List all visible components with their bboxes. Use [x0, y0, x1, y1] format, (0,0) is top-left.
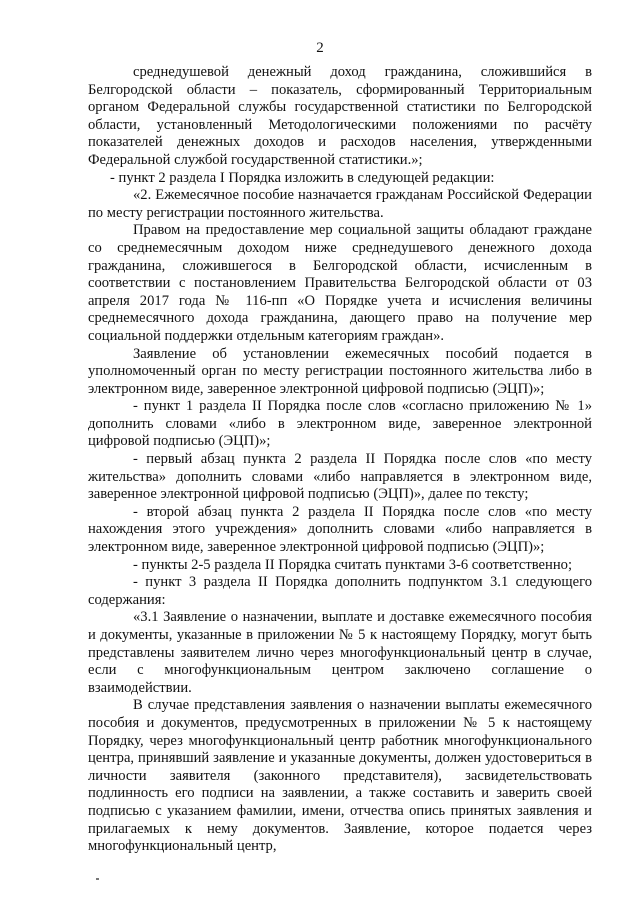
page-number: 2 — [316, 40, 324, 56]
paragraph-2: - пункт 2 раздела I Порядка изложить в следующей редакции: — [110, 169, 495, 186]
paragraph-8: - второй абзац пункта 2 раздела II Порядка после слов «по месту нахождения этого учреждения» дополнить словами «либо направляется в электронном виде, заверенное электронной цифровой подписью (ЭЦП)»; — [88, 503, 592, 556]
paragraph-3: «2. Ежемесячное пособие назначается гражданам Российской Федерации по месту регистрации постоянного жительства. — [88, 187, 592, 221]
document-body — [88, 64, 592, 856]
scan-speck — [96, 878, 99, 880]
paragraph-11: «3.1 Заявление о назначении, выплате и доставке ежемесячного пособия и документы, указанные в приложении № 5 к настоящему Порядку, могут быть представлены заявителем лично через многофункциональный центр в случае, если с многофункциональным центром заключено соглашение о взаимодействии. — [88, 609, 592, 696]
paragraph-4: Правом на предоставление мер социальной защиты обладают граждане со среднемесячным доходом ниже среднедушевого денежного дохода гражданина, сложившегося в Белгородской области, исчисленным в соответствии с постановлением Правительства Белгородской области от 03 апреля 2017 года № 116-пп «О Порядке учета и исчисления величины среднемесячного дохода гражданина, дающего право на получение мер социальной поддержки отдельным категориям граждан». — [88, 222, 592, 344]
paragraph-5: Заявление об установлении ежемесячных пособий подается в уполномоченный орган по месту регистрации постоянного жительства либо в электронном виде, заверенное электронной цифровой подписью (ЭЦП)»; — [88, 345, 592, 397]
paragraph-10: - пункт 3 раздела II Порядка дополнить подпунктом 3.1 следующего содержания: — [88, 574, 592, 608]
paragraph-12: В случае представления заявления о назначении выплаты ежемесячного пособия и документов, предусмотренных в приложении № 5 к настоящему Порядку, через многофункциональный центр работник многофункционального центра, принявший заявление и указанные документы, должен удостовериться в личности заявителя (законного представителя), засвидетельствовать подлинность его подписи на заявлении, а также составить и заверить своей подписью с указанием фамилии, имени, отчества опись принятых заявления и прилагаемых к нему документов. Заявление, которое подается через многофункциональный центр, — [88, 697, 592, 855]
paragraph-7: - первый абзац пункта 2 раздела II Порядка после слов «по месту жительства» дополнить словами «либо направляется в электронном виде, заверенное электронной цифровой подписью (ЭЦП)», далее по тексту; — [88, 451, 592, 503]
paragraph-6: - пункт 1 раздела II Порядка после слов «согласно приложению № 1» дополнить словами «либо в электронном виде, заверенное электронной цифровой подписью (ЭЦП)»; — [88, 398, 592, 450]
paragraph-1: среднедушевой денежный доход гражданина, сложившийся в Белгородской области – показатель, сформированный Территориальным органом Федеральной службы государственной статистики по Белгородской области, установленный Методологическими положениями по расчёту показателей денежных доходов и расходов населения, утвержденными Федеральной службой государственной статистики.»; — [88, 64, 592, 168]
paragraph-9: - пункты 2-5 раздела II Порядка считать пунктами 3-6 соответственно; — [133, 556, 572, 573]
